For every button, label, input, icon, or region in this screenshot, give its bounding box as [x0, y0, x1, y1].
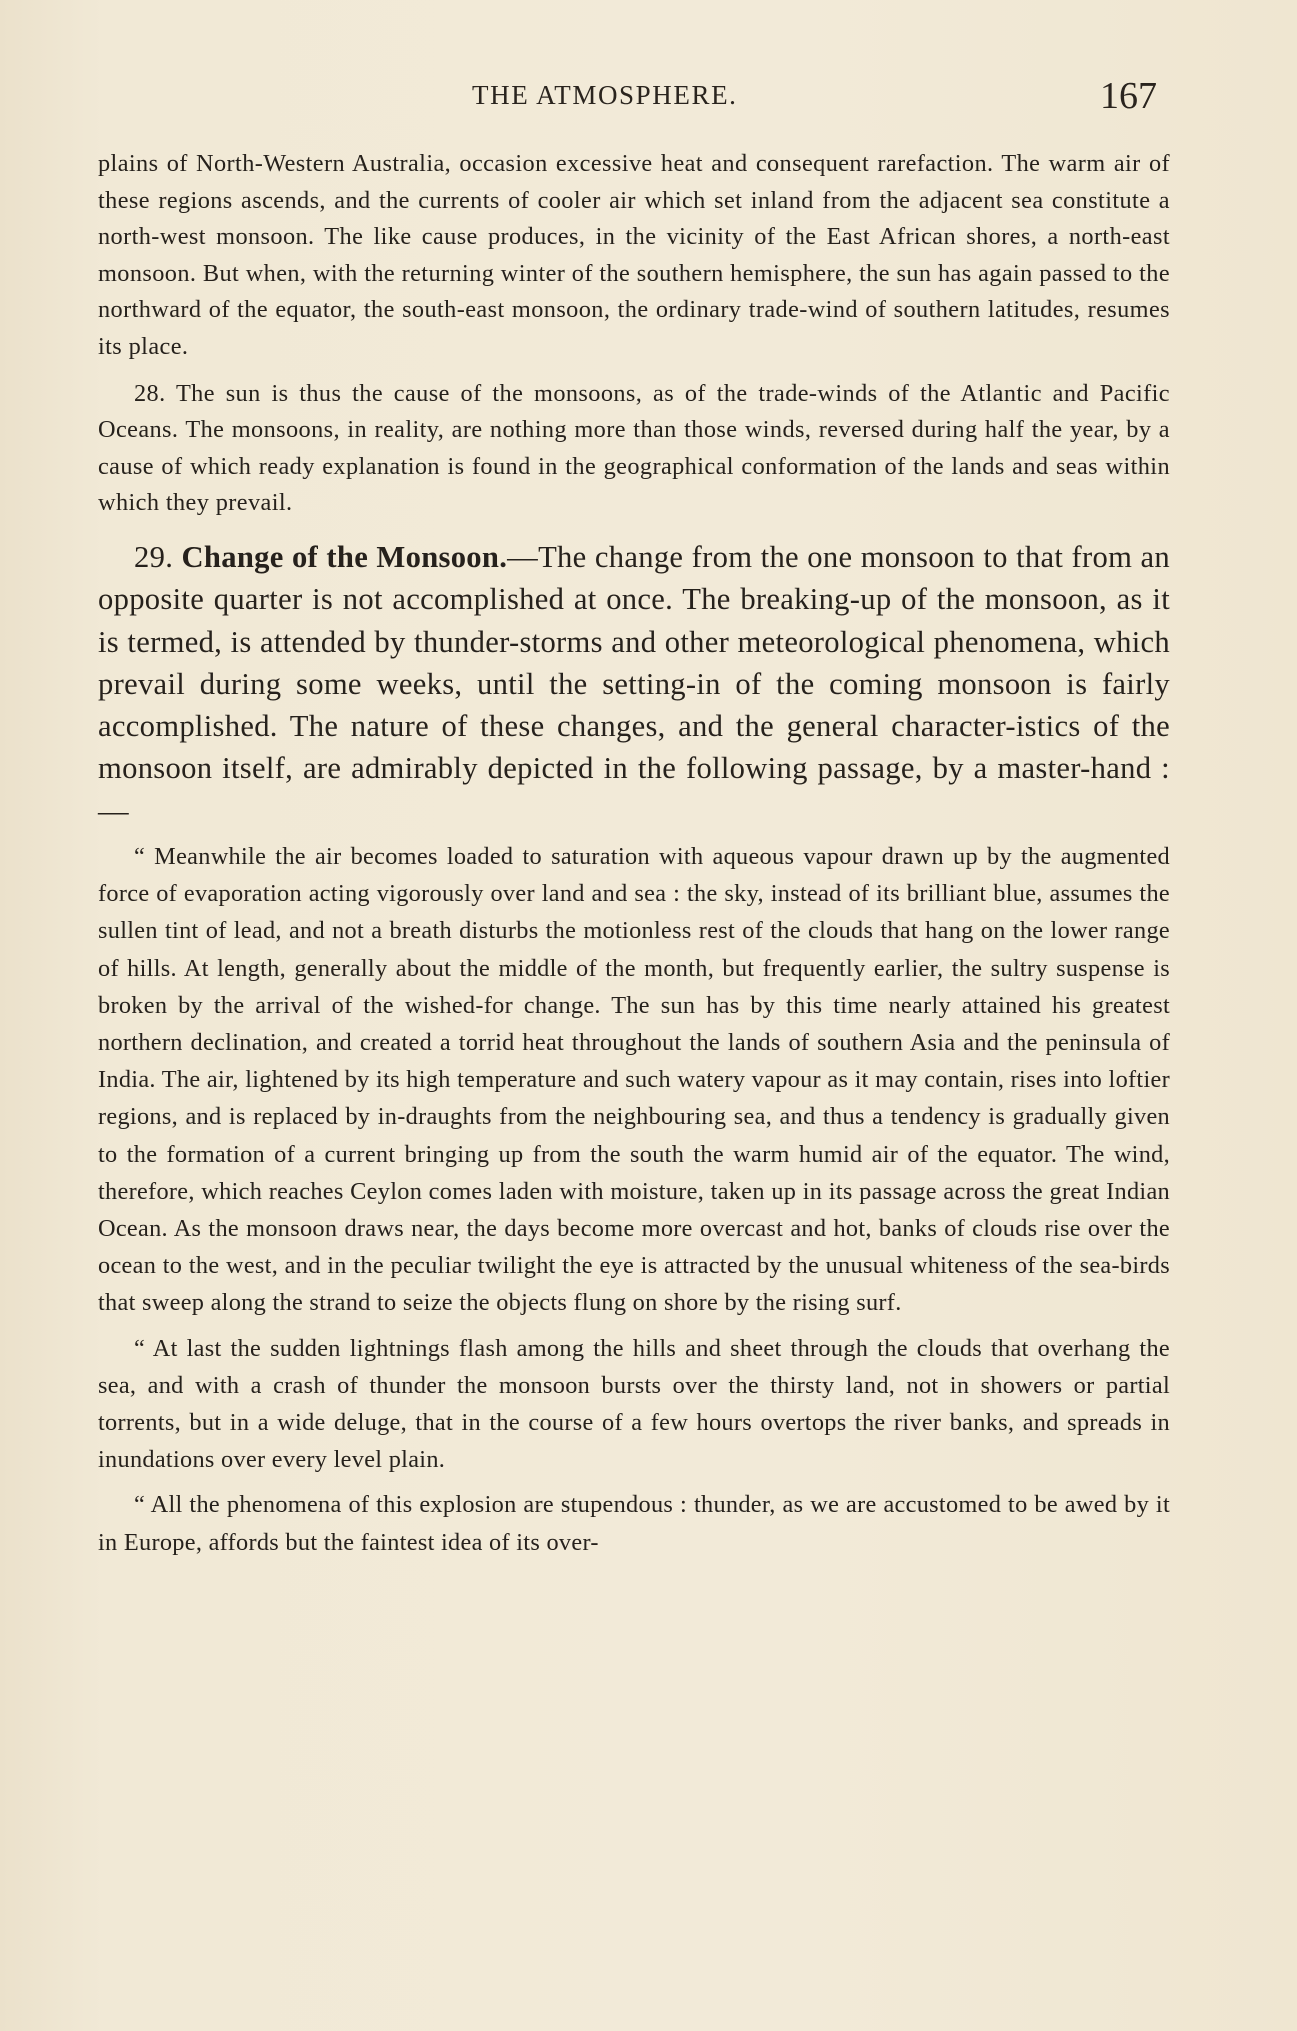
paragraph-number: 29. — [134, 539, 174, 574]
quotation-text: “ All the phenomena of this explosion are stupendous : thunder, as we are accustomed to be awed by it in Europe, affords but the faintest idea of its over- — [98, 1491, 1170, 1556]
quotation-text: “ Meanwhile the air becomes loaded to saturation with aqueous vapour drawn up by the augmented force of evaporation acting vigorously over land and sea : the sky, instead of its brilliant blue, assumes the sullen tint of lead, and not a breath disturbs the motionless rest of the clouds that hang on the lower range of hills. At length, generally about the middle of the month, but frequently earlier, the sultry suspense is broken by the arrival of the wished-for change. The sun has by this time nearly attained his greatest northern declination, and created a torrid heat throughout the lands of southern Asia and the peninsula of India. The air, lightened by its high temperature and such watery vapour as it may contain, rises into loftier regions, and is replaced by in-draughts from the neighbouring sea, and thus a tendency is gradually given to the formation of a current bringing up from the south the warm humid air of the equator. The wind, therefore, which reaches Ceylon comes laden with moisture, taken up in its passage across the great Indian Ocean. As the monsoon draws near, the days become more overcast and hot, banks of clouds rise over the ocean to the west, and in the peculiar twilight the eye is attracted by the unusual whiteness of the sea-birds that sweep along the strand to seize the objects flung on shore by the rising surf. — [98, 843, 1170, 1317]
page-number: 167 — [1100, 75, 1157, 117]
quotation-paragraph-3 — [98, 1486, 1170, 1560]
paragraph-number: 28. — [134, 379, 166, 407]
paragraph-28 — [98, 376, 1170, 522]
body-text — [98, 146, 1170, 1561]
quotation-paragraph-1 — [98, 838, 1170, 1322]
quotation-paragraph-2 — [98, 1330, 1170, 1479]
running-title: THE ATMOSPHERE. — [472, 80, 738, 110]
paragraph-text: —The change from the one monsoon to that from an opposite quarter is not accomplished at once. The breaking-up of the monsoon, as it is termed, is attended by thunder-storms and other meteorological phenomena, which prevail during some weeks, until the setting-in of the coming monsoon is fairly accomplished. The nature of these changes, and the general character-istics of the monsoon itself, are admirably depicted in the following passage, by a master-hand :— — [98, 539, 1170, 828]
paragraph-text: plains of North-Western Australia, occasion excessive heat and consequent rarefaction. The warm air of these regions ascends, and the currents of cooler air which set inland from the adjacent sea constitute a north-west monsoon. The like cause produces, in the vicinity of the East African shores, a north-east monsoon. But when, with the returning winter of the southern hemisphere, the sun has again passed to the northward of the equator, the south-east monsoon, the ordinary trade-wind of southern latitudes, resumes its place. — [98, 150, 1170, 360]
section-heading: Change of the Monsoon. — [181, 539, 508, 574]
quotation-text: “ At last the sudden lightnings flash among the hills and sheet through the clouds that overhang the sea, and with a crash of thunder the monsoon bursts over the thirsty land, not in showers or partial torrents, but in a wide deluge, that in the course of a few hours overtops the river banks, and spreads in inundations over every level plain. — [98, 1334, 1170, 1474]
paragraph-text: The sun is thus the cause of the monsoons, as of the trade-winds of the Atlantic and Pacific Oceans. The monsoons, in reality, are nothing more than those winds, reversed during half the year, by a cause of which ready explanation is found in the geographical conformation of the lands and seas within which they prevail. — [98, 379, 1170, 517]
running-head — [0, 74, 1297, 124]
paragraph-continued — [98, 146, 1170, 366]
paragraph-29 — [98, 536, 1170, 832]
